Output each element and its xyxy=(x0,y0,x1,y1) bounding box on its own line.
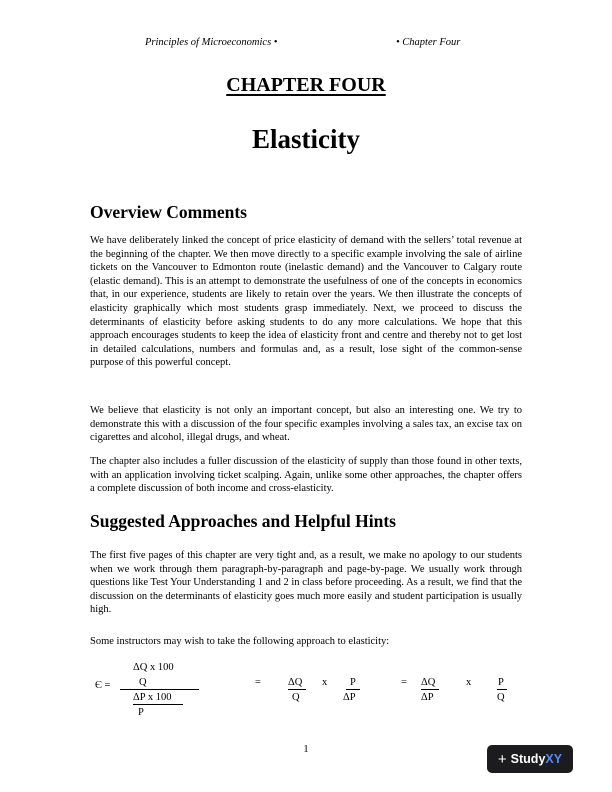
formula-term4-den: Q xyxy=(497,692,505,703)
formula-den-top: ΔP x 100 xyxy=(133,692,172,703)
formula-den-bottom: P xyxy=(138,707,144,718)
overview-heading: Overview Comments xyxy=(90,202,247,222)
running-header-left: Principles of Microeconomics • xyxy=(145,37,278,48)
studyxy-logo[interactable] xyxy=(487,745,573,773)
formula-term2-bar xyxy=(346,689,360,690)
approaches-paragraph-2: Some instructors may wish to take the following approach to elasticity: xyxy=(90,636,390,647)
plus-icon: + xyxy=(497,750,507,768)
formula-term2-num: P xyxy=(350,677,356,688)
overview-paragraph-1: We have deliberately linked the concept of price elasticity of demand with the sellers’ total revenue at the beginning of the chapter. We then move directly to a specific example involving the sale of airline tickets on the Vancouver to Edmonton route (inelastic demand) and the Vancouver to Calgary route (elastic demand). This is an attempt to demonstrate the usefulness of one of the concepts in economics that, in our experience, students are likely to retain over the years. We then illustrate the concepts of elasticity graphically which most students grasp immediately. Next, we proceed to discuss the determinants of elasticity before asking students to do any more calculations. We hope that this approach encourages students to keep the idea of elasticity front and centre and thereby not to get lost in detailed calculations, numbers and formulas and, as a result, lose sight of the common-sense purpose of this powerful concept. xyxy=(90,235,522,369)
formula-equals-2: = xyxy=(401,677,407,688)
formula-term3-bar xyxy=(421,689,439,690)
formula-epsilon: Є = xyxy=(95,680,111,691)
formula-term3-num: ΔQ xyxy=(421,677,436,688)
chapter-subtitle: Elasticity xyxy=(252,124,360,154)
approaches-heading: Suggested Approaches and Helpful Hints xyxy=(90,511,396,531)
formula-main-fraction-bar xyxy=(120,689,199,690)
page-number: 1 xyxy=(303,744,309,755)
formula-term4-num: P xyxy=(498,677,504,688)
running-header-right: • Chapter Four xyxy=(396,37,461,48)
logo-text: Study xyxy=(510,752,546,766)
formula-term1-bar xyxy=(288,689,306,690)
formula-equals-1: = xyxy=(255,677,261,688)
formula-term2-den: ΔP xyxy=(343,692,356,703)
formula-times-1: x xyxy=(322,677,328,688)
chapter-title-text: CHAPTER FOUR xyxy=(226,74,386,96)
formula-times-2: x xyxy=(466,677,472,688)
overview-paragraph-3: The chapter also includes a fuller discussion of the elasticity of supply than those found in other texts, with an application involving ticket scalping. Again, unlike some other approaches, the chapter offers a complete discussion of both income and cross-elasticity. xyxy=(90,456,522,495)
formula-term4-bar xyxy=(497,689,507,690)
formula-num-bottom: Q xyxy=(139,677,147,688)
formula-term1-num: ΔQ xyxy=(288,677,303,688)
chapter-title xyxy=(0,74,612,97)
overview-paragraph-2: We believe that elasticity is not only an important concept, but also an interesting one. We try to demonstrate this with a discussion of the four specific examples involving a sales tax, an excise tax on cigarettes and alcohol, illegal drugs, and wheat. xyxy=(90,405,522,444)
logo-accent-text: XY xyxy=(545,752,563,766)
formula-num-top: ΔQ x 100 xyxy=(133,662,174,673)
formula-term3-den: ΔP xyxy=(421,692,434,703)
formula-den-underline xyxy=(133,704,183,705)
formula-term1-den: Q xyxy=(292,692,300,703)
approaches-paragraph-1: The first five pages of this chapter are very tight and, as a result, we make no apology to our students when we work through them paragraph-by-paragraph and page-by-page. We usually work through questions like Test Your Understanding 1 and 2 in class before proceeding. As a result, we find that the discussion on the determinants of elasticity goes much more easily and student participation is usually high. xyxy=(90,550,522,616)
